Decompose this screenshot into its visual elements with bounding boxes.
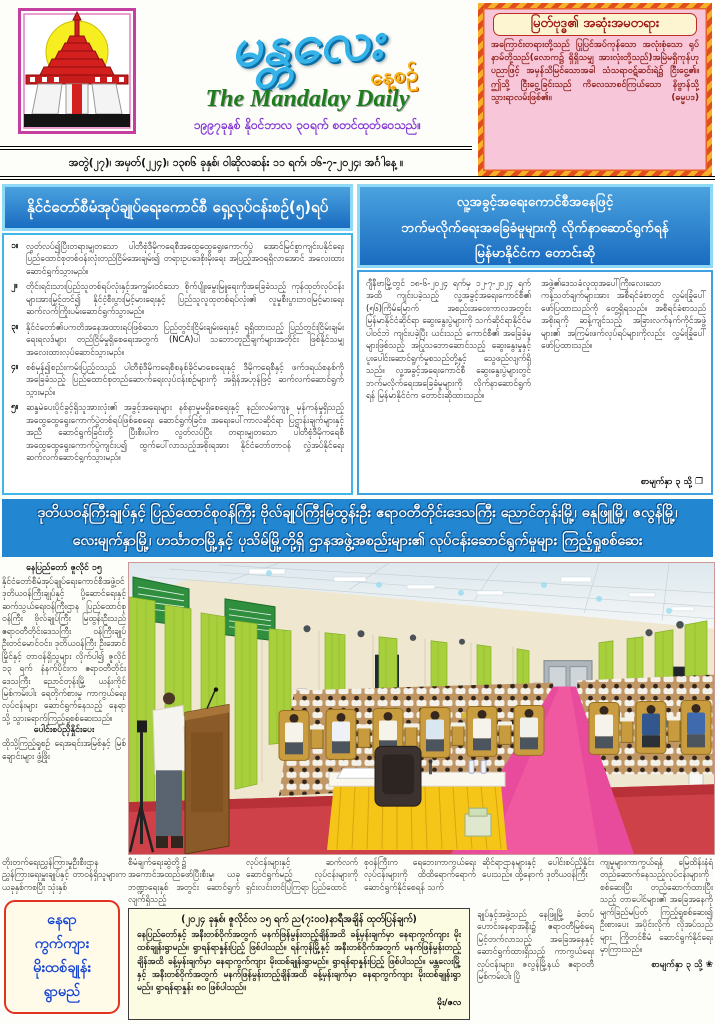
list-item bbox=[11, 280, 344, 317]
buddha-box-attribution: (ဓမ္မပဒ) bbox=[671, 92, 699, 103]
masthead-title: မန္တလေး bbox=[229, 8, 385, 79]
headline-line: ဘက်မလိုက်ရေးအခြေခံမူများကို လိုက်နာဆောင်ရွက်ရန် bbox=[401, 219, 669, 236]
masthead-daily-script: နေ့စဉ် bbox=[369, 61, 419, 91]
headline-five-points: နိုင်ငံတော်စီမံအုပ်ချုပ်ရေးကောင်စီ ရှေ့လုပ်ငန်းစဉ်(၅)ရပ် bbox=[2, 184, 353, 231]
header-rule bbox=[0, 176, 715, 180]
speaker-head bbox=[163, 693, 175, 705]
main-story-left-column bbox=[2, 562, 126, 854]
story-column: စုဝန်ကြီးက ရေဘေးကာကွယ်ရေးလုပ်ငန်းများကို ထိထိရောက်ရောက်ဆောင်ရွက်နိုင်စေရန် သက် bbox=[364, 857, 476, 892]
front-row-chairs bbox=[279, 701, 711, 761]
item-number: ၁။ bbox=[11, 240, 19, 250]
item-number: ၃။ bbox=[11, 320, 19, 331]
list-item bbox=[11, 321, 344, 358]
story-column bbox=[600, 856, 713, 1020]
forecast-line: မိုးထစ်ချုန်း bbox=[33, 960, 91, 976]
story-subhead: ပေါင်းစပ်ညှိနှိုင်းပေး bbox=[33, 725, 95, 736]
forecast-line: နေရာ bbox=[47, 912, 77, 929]
article-column: ဂျီနီဗာမြို့တွင် ၁၈-၆-၂၀၂၄ ရက်မှ ၁၂-၇-၂၀၂၄ ရက်အထိ ကျင်းပခဲ့သည့် လူ့အခွင့်အရေးကောင်စီ၏ (၅၆)ကြိမ်မြောက် အစည်းအဝေးကာလအတွင်း မြန်မာနိုင်ငံဆိုင်ရာ ဆွေးနွေးပွဲများကို သက်ဆိုင်ရာနိုင်ငံမပါဝင်ဘဲ ကျင်းပခဲ့ပြီး ယင်းသည် ကောင်စီ၏ အခြေခံမူများဖြစ်သည့် အပြုသဘောဆောင်သည့် ဆွေးနွေးမှုနှင့် ပူးပေါင်းဆောင်ရွက်မှုစသည်တို့နှင့် သွေဖည်လျက်ရှိသည်။ လူ့အခွင့်အရေးကောင်စီ ဆွေးနွေးပွဲများတွင် ဘက်မလိုက်ရေးအခြေခံမူများကို လိုက်နာဆောင်ရွက်ရန် မြန်မာနိုင်ငံက တောင်းဆိုထားသည်။ bbox=[366, 278, 531, 400]
mandalay-pagoda-logo-icon bbox=[18, 8, 136, 134]
headline-human-rights bbox=[357, 184, 713, 268]
weather-bulletin-body: နေပြည်တော်နှင့် အနီးတစ်ဝိုက်အတွက် မနက်ဖြန်မွန်းတည့်ချိန်အထိ ခန့်မှန်းချက်မှာ နေရာကွက်ကျား မိုးထစ်ချုန်းရွာမည်။ ရွာရန်ရာနှုန်းပြည့် ဖြစ်ပါသည်။ ရန်ကုန်မြို့နှင့် အနီးတစ်ဝိုက်အတွက် မနက်ဖြန်မွန်းတည့်ချိန်အထိ ခန့်မှန်းချက်မှာ နေရာကွက်ကျား မိုးထစ်ချုန်းရွာမည်။ ရွာရန်ရာနှုန်းပြည့် ဖြစ်ပါသည်။ မန္တလေးမြို့နှင့် အနီးတစ်ဝိုက်အတွက် မနက်ဖြန်မွန်းတည့်ချိန်အထိ ခန့်မှန်းချက်မှာ နေရာကွက်ကျား မိုးထစ်ချုန်းရွာမည်။ ရွာရန်ရာနှုန်း ၈၀ ဖြစ်ပါသည်။ bbox=[137, 930, 461, 994]
item-number: ၄။ bbox=[11, 360, 19, 371]
weather-bulletin-title: (၂၀၂၄ ခုနှစ်၊ ဇူလိုင်လ ၁၅ ရက် ည(၇:၀၀)နာရီအချိန် ထုတ်ပြန်ချက်) bbox=[181, 914, 417, 925]
buddha-box-text: အကြောင်းတရားတို့သည် ပြုပြင်အပ်ကုန်သော အလုံးစုံသော ရုပ်နာမ်တို့သည်(လောက၌ ရှိရှိသမျှ အားလုံးတို့သည်)အမြဲမရှိကုန်ဟု ပညာဖြင့် အမှန်သိမြင်သောအခါ သံသရာဝဋ်ဆင်းရဲ၌ ငြီးငွေ့၏။ ဤသို့ ငြီးငွေ့ခြင်းသည် ကိလေသာစင်ကြယ်သော နိဗ္ဗာန်သို့ သွားရာလမ်းဖြစ်၏။ bbox=[491, 40, 699, 103]
banner-line: လေးမျက်နှာမြို့၊ ဟင်္သာတမြို့နှင့် ပုသိမ်မြို့တို့ရှိ ဌာနအဖွဲ့အစည်းများ၏ လုပ်ငန်းဆောင်ရွက်မှုများ ကြည့်ရှုစစ်ဆေး bbox=[72, 533, 643, 549]
buddha-box-body bbox=[483, 38, 707, 106]
continued-on-page-ref: စာမျက်နှာ ၃ သို့ ❀ bbox=[651, 959, 713, 970]
buddha-box-title: မြတ်ဗုဒ္ဓ၏ အဆုံးအမတရား bbox=[493, 13, 696, 36]
weather-bulletin-box bbox=[128, 908, 470, 1020]
forecast-line: ကွက်ကျား bbox=[34, 936, 90, 953]
headline-line: မြန်မာနိုင်ငံက တောင်းဆို bbox=[474, 245, 596, 262]
item-text: ဆန္ဒမဲပေးပိုင်ခွင့်ရှိသူအားလုံး၏ အခွင့်အရေးများ နစ်နာမှုမရှိစေရေးနှင့် နည်းလမ်းကျန မှန်ကန်မှုရှိသည့် အထွေထွေရွေးကောက်ပွဲတစ်ရပ်ဖြစ်စေရေး ဆောင်ရွက်ခြင်း၊ အရေးပေါ်ကာလဆိုင်ရာ ပြဋ္ဌာန်းချက်များနှင့်အညီ ဆောင်ရွက်ခြင်းတို့ ပြီးစီးပါက လွတ်လပ်ပြီး တရားမျှတသော ပါတီစုံဒီမိုကရေစီ အထွေထွေရွေးကောက်ပွဲကျင်းပ၍ ထွက်ပေါ်လာသည့်အစိုးရအား နိုင်ငံတော်တာဝန် လွှဲအပ်နိုင်ရေး ဆက်လက်ဆောင်ရွက်သွားမည်။ bbox=[26, 402, 344, 462]
story-column: ဆိုင်ရာဌာနများနှင့် ပေါင်းစပ်ညှိနှိုင်းပေးသည်။ ထို့နောက် ဒုတိယဝန်ကြီး bbox=[482, 857, 594, 880]
item-number: ၂။ bbox=[11, 280, 18, 291]
item-text: နိုင်ငံတော်၏ပကတိအနေအထားရပ်ဖြစ်သော ပြည်တွင်းငြိမ်းချမ်းရေးနှင့် ရရှိထားသည့် ပြည်တွင်းငြိမ်းချမ်းရေးရလဒ်များ တည်ငြိမ်မှုရှိစေရေးအတွက် (NCA)ပါ သဘောတူညီချက်များအတိုင်း ဖြစ်နိုင်သမျှ အလေးထားလုပ်ဆောင်သွားမည်။ bbox=[26, 321, 344, 357]
item-text: စစ်မှန်၍စည်းကမ်းပြည့်ဝသည့် ပါတီစုံဒီမိုကရေစီစနစ်ခိုင်မာစေရေးနှင့် ဒီမိုကရေစီနှင့် ဖက်ဒရယ်စနစ်ကို အခြေခံသည့် ပြည်ထောင်စုတည်ဆောက်ရေးလုပ်ငန်းစဉ်များကို အရှိန်အဟုန်ဖြင့် ဆက်လက်ဆောင်ရွက်သွားမည်။ bbox=[26, 361, 344, 397]
list-item bbox=[11, 240, 344, 277]
item-text: လွတ်လပ်၍ပြီးတရားမျှတသော ပါတီစုံဒီမိုကရေစီအထွေထွေရွေးကောက်ပွဲ အောင်မြင်စွာကျင်းပနိုင်ရေး ပြည်ထောင်စုတစ်ဝန်းလုံးတည်ငြိမ်အေးချမ်း၍ တရားဥပဒေစိုးမိုးရေး အပြည့်အဝရရှိလာအောင် အလေးထားဆောင်ရွက်သွားမည်။ bbox=[26, 241, 344, 276]
item-number: ၅။ bbox=[11, 401, 19, 412]
story-column: စီမံချက်ရေးဆွဲတို့၌ အကောင်အထည်ဖော်ပြီးစီးမှု၊ ယခုဘဏ္ဍာရေးနှစ် အတွင်း ဆောင်ရွက်လျက်ရှိသည့် bbox=[128, 857, 240, 905]
article-five-points-body bbox=[2, 233, 353, 495]
continued-on-page-ref: စာမျက်နှာ ၃ သို့ ❐ bbox=[640, 477, 703, 487]
list-item bbox=[11, 401, 344, 463]
banner-line: ဒုတိယဝန်ကြီးချုပ်နှင့် ပြည်ထောင်စုဝန်ကြီး ဗိုလ်ချုပ်ကြီးမြထွန်းဦး ဧရာဝတီတိုင်းဒေသကြီး ညောင်တုန်းမြို့၊ ဓနုဖြူမြို့၊ ဇလွန်မြို့၊ bbox=[37, 505, 678, 522]
list-item bbox=[11, 361, 344, 398]
story-text: ကျမှုများကာကွယ်ရန် မြေထိန်းနံရံတည်ဆောက်နေသည့်လုပ်ငန်းများကို စစ်ဆေးပြီး တည်ဆောက်ထားပြီးသည့် တာပေါင်များ၏ အခြေအနေကို မျက်ခြည်မပြတ် ကြည့်ရှုစစ်ဆေး၍ ဦးစားပေး အပိုင်းလိုက် လိုအပ်သည်များ ကြိုတင်စီမံ ဆောင်ရွက်နိုင်ရေး မှာကြားသည်။ bbox=[600, 857, 713, 955]
headline-line: လူ့အခွင့်အရေးကောင်စီအနေဖြင့် bbox=[456, 194, 614, 210]
item-text: တိုင်းရင်းသားပြည်သူတစ်ရပ်လုံးနှင့်အကျွမ်းဝင်သော စိုက်ပျိုးမွေးမြူရေးကိုအခြေခံသည့် ကုန်ထုတ်လုပ်ငန်းများအားမြှင့်တင်၍ နိုင်ငံ့စီးပွားမြင့်မားရေးနှင့် ပြည်သူလူထုတစ်ရပ်လုံး၏ လူမှုစီးပွားဘဝမြင့်မားရေး ဆက်လက်ကြိုးပမ်းဆောင်ရွက်သွားမည်။ bbox=[26, 281, 344, 317]
forecast-line: ရွာမည် bbox=[43, 983, 81, 1000]
issue-dateline: အတွဲ(၂၇)၊ အမှတ်(၂၂၄)၊ ၁၃၈၆ ခုနှစ်၊ ဝါဆိုလဆန်း ၁၁ ရက်၊ ၁၆-၇-၂၀၂၄၊ အင်္ဂါနေ့ ။ bbox=[0, 146, 472, 177]
article-column: အဖွဲ့၏ဒေသခံလူထုအပေါ်ကြီးလေးသော ကန့်သတ်ချက်များအား အစီရင်ခံစာတွင် လွှမ်းခြုံပေါ်ဖော်ပြထားသည်ကို တွေ့ရှိရသည်။ အစီရင်ခံစာသည် အစိုးရကို ဆန့်ကျင်သည့် အခြားလက်နက်ကိုင်အဖွဲ့များ၏ အကြမ်းဖက်လုပ်ရပ်များကိုလည်း လွှမ်းခြုံပေါ်ဖော်ပြထားသည်။ bbox=[541, 278, 706, 351]
rain-forecast-box bbox=[4, 900, 120, 1014]
main-story-left-continuation: တိုးတက်ရေးညွှန်ကြားမှုဦးစီးဌာန ညွှန်ကြားရေးမှူးချုပ်နှင့် တာဝန်ရှိသူများက ယခုနှစ်ကစပြီး သုံးနှစ် bbox=[2, 857, 126, 892]
article-human-rights-body bbox=[357, 270, 713, 495]
conference-hall-photo bbox=[128, 562, 715, 855]
buddha-teaching-box bbox=[478, 3, 712, 176]
story-column: ချုပ်နှင့်အဖွဲ့သည် နေဖြူမြို့ ခံတပ်ဟောင်းနေရာအနီး၌ ဧရာဝတီမြစ်ရေ မြင့်တက်လာသည့် အခြေအနေနှင့် ဆောင်ရွက်ထားရှိသည့် ကာကွယ်ရေးလုပ်ငန်းများ၊ ဇလွန်မြို့နယ် ဧရာဝတီမြစ်ကမ်းပါး ပြို bbox=[477, 909, 594, 982]
banner-headline bbox=[2, 499, 713, 557]
story-paragraph: နိုင်ငံတော်စီမံအုပ်ချုပ်ရေးကောင်စီအဖွဲ့ဝင် ဒုတိယဝန်ကြီးချုပ်နှင့် ပို့ဆောင်ရေးနှင့် ဆက်သွယ်ရေးဝန်ကြီးဌာန ပြည်ထောင်စုဝန်ကြီး ဗိုလ်ချုပ်ကြီး မြထွန်းဦးသည် ဧရာဝတီတိုင်းဒေသကြီး ဝန်ကြီးချုပ် ဦးတင်မောင်ဝင်း၊ ဒုတိယဝန်ကြီး ဦးအောင်မြိုင်နှင့် တာဝန်ရှိသူများ လိုက်ပါ၍ ဇူလိုင် ၁၃ ရက် နံနက်ပိုင်းက ဧရာဝတီတိုင်းဒေသကြီး ညောင်တုန်းမြို့ ယန်းကိုင်မြစ်ကမ်းပါး ရေတိုက်စားမှု ကာကွယ်ရေးလုပ်ငန်းများ ဆောင်ရွက်နေသည့် နေရာသို့ သွားရောက်ကြည့်ရှုစစ်ဆေးသည်။ bbox=[2, 576, 126, 723]
masthead-english-title: The Mandalay Daily bbox=[205, 86, 410, 112]
story-column: လုပ်ငန်းများနှင့် ဆက်လက်ဆောင်ရွက်မည့် လုပ်ငန်းများကို ရှင်းလင်းတင်ပြကြရာ ပြည်ထောင် bbox=[246, 857, 358, 892]
story-paragraph: ထိုသို့ကြည့်ရှုစဉ် ရေအရင်းအမြစ်နှင့် မြစ်ချောင်းများ ဖွံ့ဖြိုး bbox=[2, 738, 126, 761]
masthead-founded-line: ၁၉၉၇ခုနှစ် နိုဝင်ဘာလ ၃၀ရက် စတင်ထုတ်ဝေသည်။ bbox=[193, 118, 422, 132]
story-dateline: နေပြည်တော် ဇူလိုင် ၁၅ bbox=[26, 563, 102, 573]
weather-bulletin-signature: မိုး/ဇလ bbox=[437, 997, 461, 1008]
